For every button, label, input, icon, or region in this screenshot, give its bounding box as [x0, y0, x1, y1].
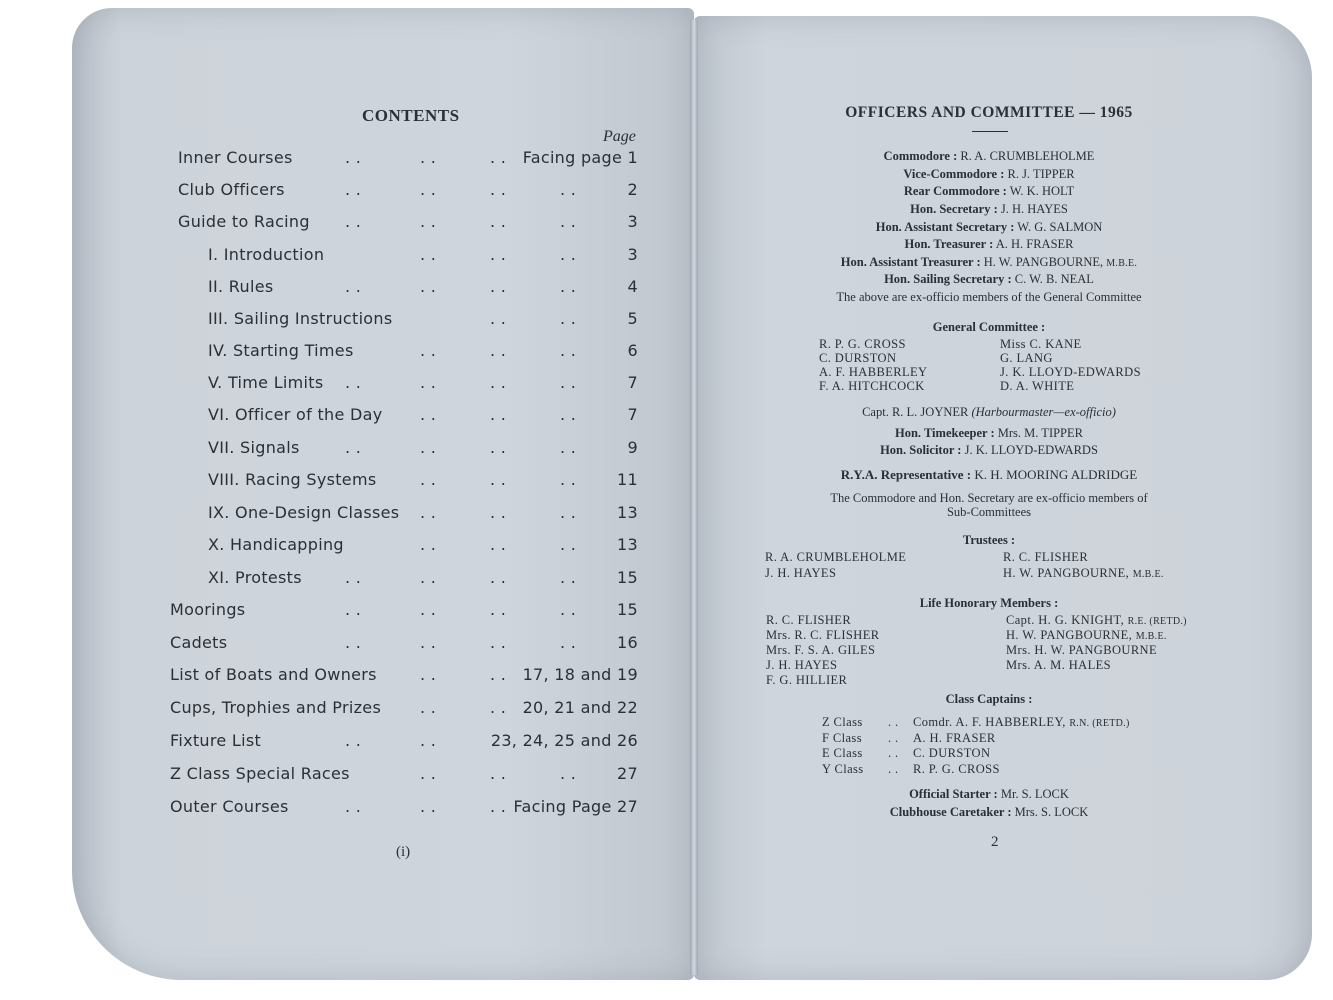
- contents-item-page: 2: [627, 180, 638, 199]
- leader-dot-pair: . .: [420, 797, 437, 816]
- officer-role-line: [694, 167, 1284, 182]
- contents-item-page: 16: [617, 633, 638, 652]
- contents-item-label: I. Introduction: [208, 245, 325, 264]
- contents-item-label: List of Boats and Owners: [170, 665, 377, 684]
- leader-dot-pair: . .: [420, 212, 437, 231]
- leader-dot-pair: . .: [490, 341, 507, 360]
- officer-role: Hon. Treasurer :: [904, 237, 994, 251]
- officer-role-line: [694, 184, 1284, 199]
- member-honour: M.B.E.: [1135, 631, 1167, 642]
- contents-item-page: 7: [627, 405, 638, 424]
- leader-dot-pair: . .: [345, 212, 362, 231]
- member-name: F. G. HILLIER: [766, 673, 848, 687]
- officer-role-line: [694, 237, 1284, 252]
- contents-item-label: Inner Courses: [178, 148, 293, 167]
- member-name: Mrs. R. C. FLISHER: [766, 628, 880, 642]
- member-honour: M.B.E.: [1132, 569, 1164, 580]
- class-captain-name: Comdr. A. F. HABBERLEY,: [913, 715, 1066, 729]
- class-name: Y Class: [822, 761, 864, 776]
- caretaker-role: Clubhouse Caretaker :: [889, 805, 1012, 819]
- timekeeper-name: Mrs. M. TIPPER: [997, 426, 1083, 440]
- member-name-text: Miss C. KANE: [1000, 337, 1082, 351]
- contents-item-label: Fixture List: [170, 731, 262, 750]
- contents-item: [170, 764, 638, 788]
- leader-dot-pair: . .: [560, 245, 577, 264]
- member-name: A. F. HABBERLEY: [819, 365, 928, 379]
- contents-item: [170, 180, 638, 204]
- officer-role-line: [694, 220, 1284, 235]
- leader-dot-pair: . .: [420, 341, 437, 360]
- leader-dot-pair: . .: [560, 503, 577, 522]
- leader-dot-pair: . .: [420, 438, 437, 457]
- class-name: F Class: [822, 730, 862, 745]
- member-name-text: Mrs. A. M. HALES: [1006, 658, 1112, 672]
- page-number-left: (i): [396, 844, 411, 860]
- contents-item-label: Outer Courses: [170, 797, 289, 816]
- leader-dot-pair: . .: [888, 715, 899, 729]
- contents-item: [170, 568, 638, 592]
- contents-item-page: 5: [627, 309, 638, 328]
- leader-dot-pair: . .: [560, 180, 577, 199]
- leader-dot-pair: . .: [560, 470, 577, 489]
- officer-role: Vice-Commodore :: [903, 167, 1005, 181]
- leader-dot-pair: . .: [345, 438, 362, 457]
- contents-item-label: Club Officers: [178, 180, 285, 199]
- member-name: [1000, 379, 1074, 394]
- leader-dot-pair: . .: [345, 600, 362, 619]
- member-name: F. A. HITCHCOCK: [819, 379, 925, 393]
- leader-dot-pair: . .: [490, 180, 507, 199]
- leader-dot-pair: . .: [490, 797, 507, 816]
- leader-dot-pair: . .: [490, 373, 507, 392]
- contents-title: CONTENTS: [362, 106, 460, 125]
- leader-dot-pair: . .: [490, 600, 507, 619]
- member-name: C. DURSTON: [819, 351, 897, 365]
- contents-item-page: 15: [617, 568, 638, 587]
- caretaker-name: Mrs. S. LOCK: [1014, 805, 1089, 819]
- harbourmaster-line: [694, 405, 1284, 420]
- class-captain-name: A. H. FRASER: [913, 730, 996, 745]
- leader-dot-pair: . .: [420, 503, 437, 522]
- leader-dot-pair: . .: [560, 568, 577, 587]
- leader-dot-pair: . .: [490, 277, 507, 296]
- officer-role-line: [694, 149, 1284, 164]
- harbourmaster-name: Capt. R. L. JOYNER: [862, 405, 969, 419]
- class-captain: [913, 731, 996, 746]
- officer-name: A. H. FRASER: [995, 237, 1074, 251]
- leader-dot-pair: . .: [490, 148, 507, 167]
- class-captain: [913, 762, 1000, 777]
- contents-item-page: 15: [617, 600, 638, 619]
- leader-dot-pair: . .: [490, 405, 507, 424]
- class-captains-heading: Class Captains :: [945, 692, 1033, 706]
- leader-dot-pair: . .: [560, 341, 577, 360]
- leader-dot-pair: . .: [490, 568, 507, 587]
- leader-dot-pair: . .: [345, 180, 362, 199]
- officer-name: R. J. TIPPER: [1007, 167, 1075, 181]
- member-name: R. C. FLISHER: [766, 613, 852, 627]
- contents-item: [170, 731, 638, 755]
- leader-dot-pair: . .: [420, 373, 437, 392]
- contents-item: [170, 535, 638, 559]
- leader-dot-pair: . .: [888, 746, 899, 760]
- leader-dot-pair: . .: [420, 633, 437, 652]
- solicitor-line: [694, 443, 1284, 458]
- leader-dot-pair: . .: [560, 600, 577, 619]
- contents-item-label: III. Sailing Instructions: [208, 309, 393, 328]
- solicitor-role: Hon. Solicitor :: [880, 443, 962, 457]
- leader-dot-pair: . .: [490, 764, 507, 783]
- rya-role: R.Y.A. Representative :: [840, 467, 972, 482]
- starter-role: Official Starter :: [909, 787, 998, 801]
- contents-item: [170, 245, 638, 269]
- class-captain: [913, 746, 990, 761]
- officers-title: OFFICERS AND COMMITTEE — 1965: [845, 104, 1133, 121]
- leader-dot-pair: . .: [490, 698, 507, 717]
- leader-dot-pair: . .: [420, 277, 437, 296]
- contents-item: [170, 633, 638, 657]
- officer-name: W. G. SALMON: [1017, 220, 1103, 234]
- member-name: J. H. HAYES: [766, 658, 838, 672]
- officer-role: Rear Commodore :: [903, 184, 1007, 198]
- member-honour: R.E. (RETD.): [1127, 616, 1187, 627]
- contents-item-label: II. Rules: [208, 277, 274, 296]
- member-name-text: H. W. PANGBOURNE,: [1003, 566, 1130, 580]
- contents-item: [170, 148, 638, 172]
- leader-dot-pair: . .: [490, 309, 507, 328]
- leader-dot-pair: . .: [345, 277, 362, 296]
- contents-item-label: Cadets: [170, 633, 228, 652]
- contents-item: [170, 341, 638, 365]
- leader-dot-pair: . .: [420, 148, 437, 167]
- member-name: J. H. HAYES: [765, 566, 837, 580]
- leader-dot-pair: . .: [345, 731, 362, 750]
- leader-dot-pair: . .: [560, 633, 577, 652]
- leader-dot-pair: . .: [560, 212, 577, 231]
- contents-item: [170, 277, 638, 301]
- contents-item-label: Z Class Special Races: [170, 764, 350, 783]
- leader-dot-pair: . .: [420, 568, 437, 587]
- timekeeper-role: Hon. Timekeeper :: [895, 426, 995, 440]
- contents-item-label: XI. Protests: [208, 568, 302, 587]
- contents-item-page: 20, 21 and 22: [522, 698, 638, 717]
- starter-name: Mr. S. LOCK: [1000, 787, 1069, 801]
- contents-item-page: 27: [617, 764, 638, 783]
- starter-line: [694, 787, 1284, 802]
- officer-role: Hon. Secretary :: [910, 202, 998, 216]
- contents-item-label: IX. One-Design Classes: [208, 503, 400, 522]
- member-name: [1003, 550, 1088, 565]
- member-name-text: J. K. LLOYD-EDWARDS: [1000, 365, 1141, 379]
- contents-item-label: Cups, Trophies and Prizes: [170, 698, 382, 717]
- contents-item-label: VI. Officer of the Day: [208, 405, 383, 424]
- contents-item-page: 7: [627, 373, 638, 392]
- member-name-text: D. A. WHITE: [1000, 379, 1075, 393]
- leader-dot-pair: . .: [490, 245, 507, 264]
- contents-item-page: 9: [627, 438, 638, 457]
- leader-dot-pair: . .: [420, 731, 437, 750]
- leader-dot-pair: . .: [420, 405, 437, 424]
- page-column-header: Page: [603, 128, 636, 145]
- member-name-text: Capt. H. G. KNIGHT,: [1006, 613, 1125, 627]
- member-name: [1006, 628, 1167, 643]
- leader-dot-pair: . .: [888, 730, 899, 745]
- contents-item-page: 13: [617, 535, 638, 554]
- leader-dot-pair: . .: [420, 470, 437, 489]
- leader-dot-pair: . .: [345, 797, 362, 816]
- contents-item-page: Facing page 1: [522, 148, 638, 167]
- contents-item: [170, 665, 638, 689]
- class-captain: [913, 715, 1130, 730]
- member-name: [1003, 566, 1164, 581]
- harbourmaster-note: (Harbourmaster—ex-officio): [971, 405, 1116, 419]
- contents-item: [170, 309, 638, 333]
- leader-dot-pair: . .: [560, 309, 577, 328]
- leader-dot-pair: . .: [490, 503, 507, 522]
- officer-role: Hon. Assistant Treasurer :: [840, 255, 981, 269]
- ex-officio-note: The above are ex-officio members of the General Committee: [836, 290, 1142, 304]
- leader-dot-pair: . .: [888, 761, 899, 776]
- contents-item-label: IV. Starting Times: [208, 341, 354, 360]
- contents-item: [170, 212, 638, 236]
- contents-item-page: 4: [627, 277, 638, 296]
- contents-item-label: VII. Signals: [208, 438, 300, 457]
- contents-item-page: 23, 24, 25 and 26: [490, 731, 638, 750]
- officer-name: W. K. HOLT: [1009, 184, 1075, 198]
- contents-item-label: VIII. Racing Systems: [208, 470, 377, 489]
- officer-name: J. H. HAYES: [1000, 202, 1068, 216]
- contents-item-page: 3: [627, 245, 638, 264]
- leader-dot-pair: . .: [560, 277, 577, 296]
- contents-item-page: 6: [627, 341, 638, 360]
- leader-dot-pair: . .: [490, 438, 507, 457]
- leader-dot-pair: . .: [490, 665, 507, 684]
- leader-dot-pair: . .: [490, 470, 507, 489]
- leader-dot-pair: . .: [560, 438, 577, 457]
- contents-item: [170, 797, 638, 821]
- officer-role: Hon. Sailing Secretary :: [884, 272, 1012, 286]
- contents-item-label: X. Handicapping: [208, 535, 344, 554]
- class-name: E Class: [822, 746, 863, 760]
- contents-item-page: 3: [627, 212, 638, 231]
- contents-item-page: Facing Page 27: [513, 797, 638, 816]
- contents-item: [170, 600, 638, 624]
- class-captain-name: C. DURSTON: [913, 746, 991, 760]
- class-captain-honour: R.N. (RETD.): [1069, 718, 1130, 729]
- leader-dot-pair: . .: [420, 764, 437, 783]
- officer-role-line: [694, 202, 1284, 217]
- contents-item: [170, 405, 638, 429]
- member-name-text: H. W. PANGBOURNE,: [1006, 628, 1133, 642]
- member-name: [1000, 351, 1053, 366]
- member-name: [1000, 365, 1141, 380]
- member-name: R. P. G. CROSS: [819, 337, 906, 351]
- contents-item-label: V. Time Limits: [208, 373, 324, 392]
- leader-dot-pair: . .: [560, 535, 577, 554]
- rya-name: K. H. MOORING ALDRIDGE: [974, 467, 1138, 482]
- class-name: Z Class: [822, 715, 863, 729]
- member-name: [1006, 643, 1157, 658]
- class-captain-name: R. P. G. CROSS: [913, 761, 1000, 776]
- sub-committee-note-2: Sub-Committees: [946, 505, 1032, 519]
- leader-dot-pair: . .: [345, 148, 362, 167]
- leader-dot-pair: . .: [560, 764, 577, 783]
- member-name-text: Mrs. H. W. PANGBOURNE: [1006, 643, 1158, 657]
- life-members-heading: Life Honorary Members :: [919, 596, 1059, 610]
- leader-dot-pair: . .: [560, 405, 577, 424]
- caretaker-line: [694, 805, 1284, 820]
- officer-name: C. W. B. NEAL: [1014, 272, 1094, 286]
- sub-committee-note-1: The Commodore and Hon. Secretary are ex-officio members of: [830, 491, 1148, 505]
- member-name: [1006, 613, 1187, 628]
- leader-dot-pair: . .: [420, 600, 437, 619]
- officer-name: H. W. PANGBOURNE,: [983, 255, 1104, 269]
- member-name: [1000, 337, 1082, 352]
- leader-dot-pair: . .: [345, 633, 362, 652]
- leader-dot-pair: . .: [345, 373, 362, 392]
- leader-dot-pair: . .: [490, 535, 507, 554]
- leader-dot-pair: . .: [560, 373, 577, 392]
- officer-honour: M.B.E.: [1106, 258, 1138, 269]
- title-rule: [972, 131, 1008, 132]
- general-committee-heading: General Committee :: [932, 320, 1046, 334]
- contents-item-page: 13: [617, 503, 638, 522]
- officer-role-line: [694, 272, 1284, 287]
- leader-dot-pair: . .: [420, 180, 437, 199]
- contents-item-page: 17, 18 and 19: [522, 665, 638, 684]
- member-name-text: R. C. FLISHER: [1003, 550, 1089, 564]
- officer-role-line: [694, 255, 1284, 270]
- leader-dot-pair: . .: [420, 245, 437, 264]
- contents-item: [170, 470, 638, 494]
- contents-item: [170, 503, 638, 527]
- page-number-right: 2: [991, 834, 999, 850]
- solicitor-name: J. K. LLOYD-EDWARDS: [964, 443, 1098, 457]
- officer-role: Commodore :: [883, 149, 958, 163]
- timekeeper-line: [694, 426, 1284, 441]
- member-name: [1006, 658, 1111, 673]
- member-name: Mrs. F. S. A. GILES: [766, 643, 876, 657]
- leader-dot-pair: . .: [490, 212, 507, 231]
- contents-item: [170, 698, 638, 722]
- leader-dot-pair: . .: [420, 535, 437, 554]
- officer-role: Hon. Assistant Secretary :: [875, 220, 1015, 234]
- leader-dot-pair: . .: [490, 633, 507, 652]
- contents-item-page: 11: [617, 470, 638, 489]
- member-name: R. A. CRUMBLEHOLME: [765, 550, 907, 564]
- member-name-text: G. LANG: [1000, 351, 1053, 365]
- trustees-heading: Trustees :: [962, 533, 1016, 547]
- contents-item: [170, 438, 638, 462]
- contents-item-label: Guide to Racing: [178, 212, 310, 231]
- contents-item-label: Moorings: [170, 600, 246, 619]
- contents-item: [170, 373, 638, 397]
- leader-dot-pair: . .: [345, 568, 362, 587]
- officer-name: R. A. CRUMBLEHOLME: [960, 149, 1095, 163]
- leader-dot-pair: . .: [420, 665, 437, 684]
- leader-dot-pair: . .: [420, 698, 437, 717]
- rya-line: [694, 467, 1284, 483]
